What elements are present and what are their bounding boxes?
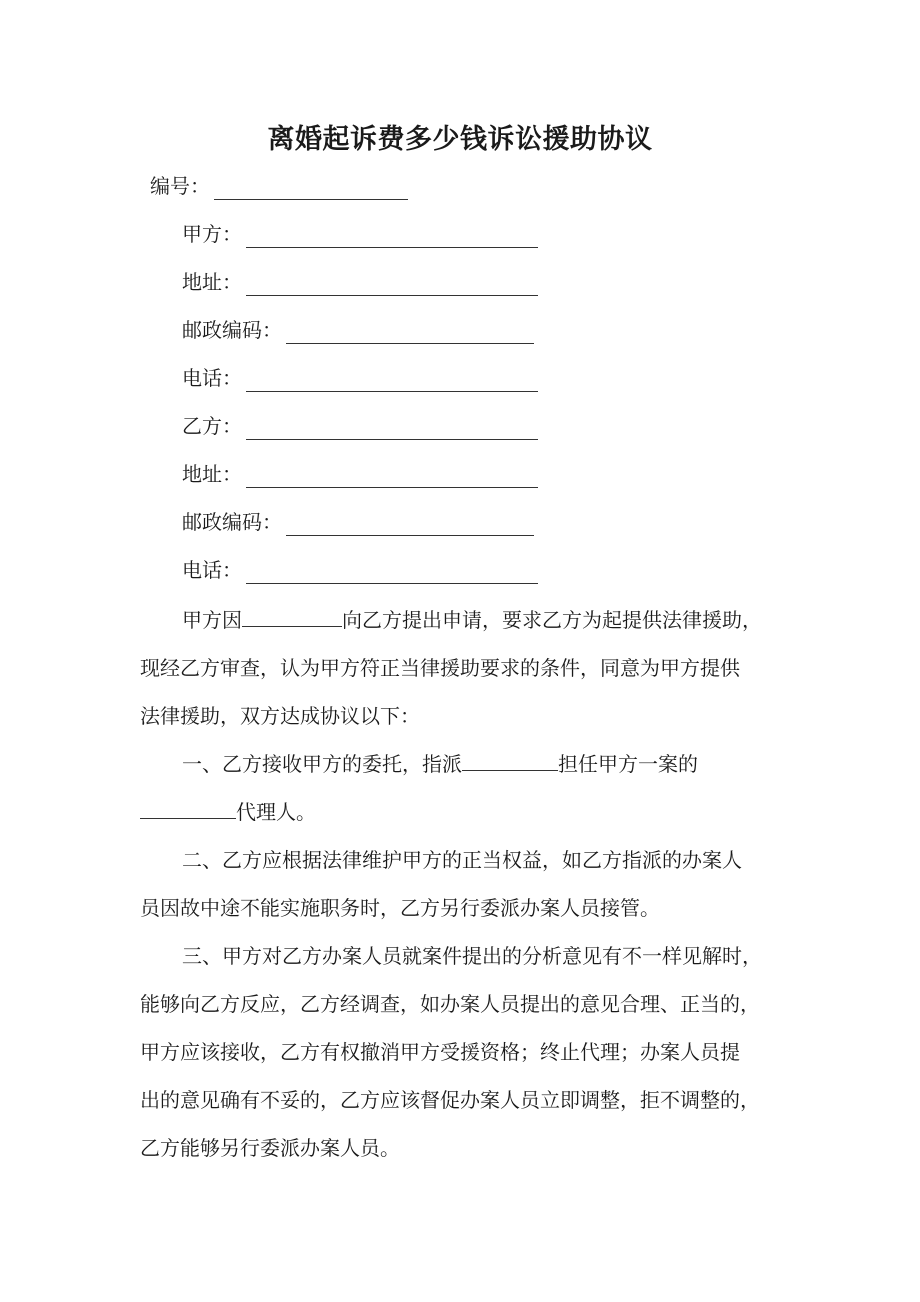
party-b-phone-blank[interactable] (246, 561, 538, 584)
paragraph-line: 员因故中途不能实施职务时，乙方另行委派办案人员接管。 (140, 896, 660, 920)
paragraph-clause-1 (140, 740, 790, 836)
paragraph-line: 出的意见确有不妥的，乙方应该督促办案人员立即调整，拒不调整的， (140, 1088, 760, 1112)
party-a-field (182, 220, 538, 248)
paragraph-line: 甲方应该接收，乙方有权撤消甲方受援资格；终止代理；办案人员提 (140, 1040, 740, 1064)
party-a-postcode-blank[interactable] (286, 321, 534, 344)
party-a-postcode-label: 邮政编码： (182, 318, 282, 342)
assignee-blank[interactable] (462, 748, 558, 771)
party-a-address-blank[interactable] (246, 273, 538, 296)
party-b-postcode-label: 邮政编码： (182, 510, 282, 534)
party-a-blank[interactable] (246, 225, 538, 248)
text-segment: 甲方因 (182, 608, 242, 632)
text-segment: 向乙方提出申请，要求乙方为起提供法律援助， (342, 608, 762, 632)
document-title: 离婚起诉费多少钱诉讼援助协议 (267, 124, 653, 155)
party-a-phone-blank[interactable] (246, 369, 538, 392)
reason-blank[interactable] (242, 604, 342, 627)
party-b-label: 乙方： (182, 414, 242, 438)
paragraph-line (140, 740, 790, 788)
party-a-postcode-field (182, 316, 534, 344)
party-a-address-label: 地址： (182, 270, 242, 294)
party-b-address-label: 地址： (182, 462, 242, 486)
party-b-postcode-blank[interactable] (286, 513, 534, 536)
party-b-phone-label: 电话： (182, 558, 242, 582)
party-b-blank[interactable] (246, 417, 538, 440)
party-a-address-field (182, 268, 538, 296)
text-segment: 代理人。 (236, 800, 316, 824)
party-b-address-blank[interactable] (246, 465, 538, 488)
case-type-blank[interactable] (140, 796, 236, 819)
text-segment: 担任甲方一案的 (558, 752, 698, 776)
party-b-field (182, 412, 538, 440)
party-b-address-field (182, 460, 538, 488)
paragraph-line: 乙方能够另行委派办案人员。 (140, 1136, 400, 1160)
party-a-label: 甲方： (182, 222, 242, 246)
party-b-postcode-field (182, 508, 534, 536)
party-a-phone-field (182, 364, 538, 392)
paragraph-line: 二、乙方应根据法律维护甲方的正当权益，如乙方指派的办案人 (182, 848, 742, 872)
paragraph-line: 能够向乙方反应，乙方经调查，如办案人员提出的意见合理、正当的， (140, 992, 760, 1016)
paragraph-line: 三、甲方对乙方办案人员就案件提出的分析意见有不一样见解时， (182, 944, 762, 968)
paragraph-line (140, 596, 790, 644)
party-b-phone-field (182, 556, 538, 584)
number-label: 编号： (150, 174, 210, 198)
paragraph-line (140, 788, 790, 836)
paragraph-clause-3 (140, 932, 790, 1172)
paragraph-line: 现经乙方审查，认为甲方符正当律援助要求的条件，同意为甲方提供 (140, 656, 740, 680)
number-field (150, 172, 408, 200)
number-blank[interactable] (214, 177, 408, 200)
paragraph-line: 法律援助，双方达成协议以下： (140, 704, 420, 728)
text-segment: 一、乙方接收甲方的委托，指派 (182, 752, 462, 776)
party-a-phone-label: 电话： (182, 366, 242, 390)
paragraph-application (140, 596, 790, 740)
paragraph-clause-2 (140, 836, 790, 932)
